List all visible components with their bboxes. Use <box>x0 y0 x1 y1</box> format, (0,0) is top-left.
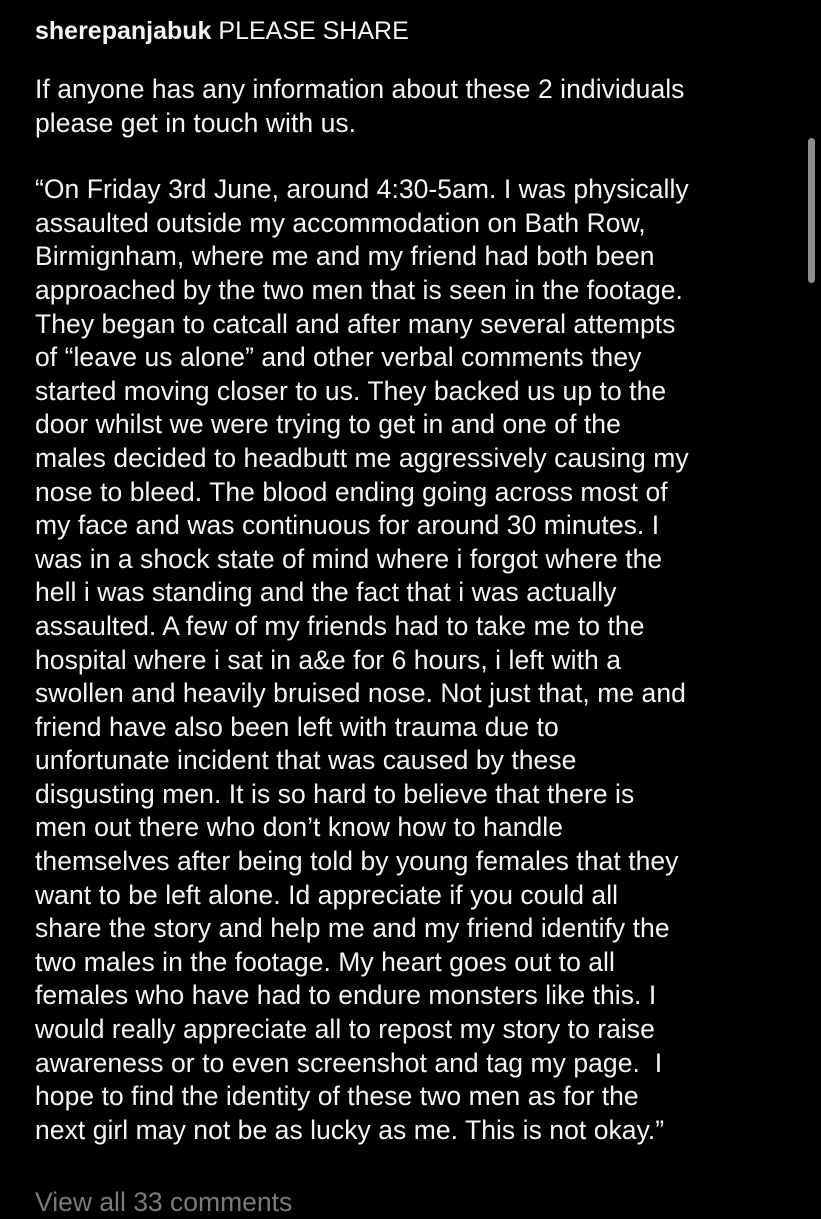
caption-line: men out there who don’t know how to handle <box>35 812 564 843</box>
caption-line: awareness or to even screenshot and tag my page. I <box>35 1047 663 1078</box>
caption-line: approached by the two men that is seen in the footage. <box>35 274 683 305</box>
caption-line: females who have had to endure monsters like this. I <box>35 980 657 1011</box>
caption-line: They began to catcall and after many several attempts <box>35 308 676 339</box>
caption-line: “On Friday 3rd June, around 4:30-5am. I was physically <box>35 174 689 205</box>
caption-line: nose to bleed. The blood ending going across most of <box>35 476 668 507</box>
caption-line: assaulted. A few of my friends had to take me to the <box>35 610 645 641</box>
post-caption <box>35 14 805 1147</box>
caption-paragraph-2 <box>35 173 805 1147</box>
scrollbar-thumb[interactable] <box>808 138 815 283</box>
caption-line: would really appreciate all to repost my story to raise <box>35 1014 655 1045</box>
caption-line: themselves after being told by young females that they <box>35 846 679 877</box>
caption-line: next girl may not be as lucky as me. This is not okay.” <box>35 1114 665 1145</box>
caption-line: started moving closer to us. They backed us up to the <box>35 375 667 406</box>
caption-line: Birmignham, where me and my friend had both been <box>35 241 655 272</box>
view-comments-link[interactable]: View all 33 comments <box>35 1187 293 1217</box>
caption-line: share the story and help me and my friend identify the <box>35 913 670 944</box>
caption-line: hospital where i sat in a&e for 6 hours, i left with a <box>35 644 621 675</box>
caption-line: want to be left alone. Id appreciate if you could all <box>35 879 619 910</box>
caption-header <box>35 14 805 48</box>
caption-line: unfortunate incident that was caused by these <box>35 745 577 776</box>
caption-line: hell i was standing and the fact that i was actually <box>35 577 617 608</box>
caption-line: please get in touch with us. <box>35 107 357 138</box>
caption-line: hope to find the identity of these two men as for the <box>35 1081 639 1112</box>
caption-line: door whilst we were trying to get in and one of the <box>35 409 621 440</box>
caption-line: of “leave us alone” and other verbal comments they <box>35 342 642 373</box>
caption-headline: PLEASE SHARE <box>218 17 409 45</box>
caption-line: was in a shock state of mind where i forgot where the <box>35 543 663 574</box>
caption-paragraph-1 <box>35 73 805 140</box>
caption-line: friend have also been left with trauma due to <box>35 711 559 742</box>
caption-line: If anyone has any information about these 2 individuals <box>35 74 685 104</box>
caption-line: males decided to headbutt me aggressively causing my <box>35 442 689 473</box>
caption-line: assaulted outside my accommodation on Bath Row, <box>35 207 646 238</box>
caption-line: swollen and heavily bruised nose. Not just that, me and <box>35 678 686 709</box>
caption-line: two males in the footage. My heart goes out to all <box>35 946 615 977</box>
caption-line: my face and was continuous for around 30 minutes. I <box>35 510 660 541</box>
caption-line: disgusting men. It is so hard to believe that there is <box>35 778 635 809</box>
username-link[interactable]: sherepanjabuk <box>35 17 212 45</box>
